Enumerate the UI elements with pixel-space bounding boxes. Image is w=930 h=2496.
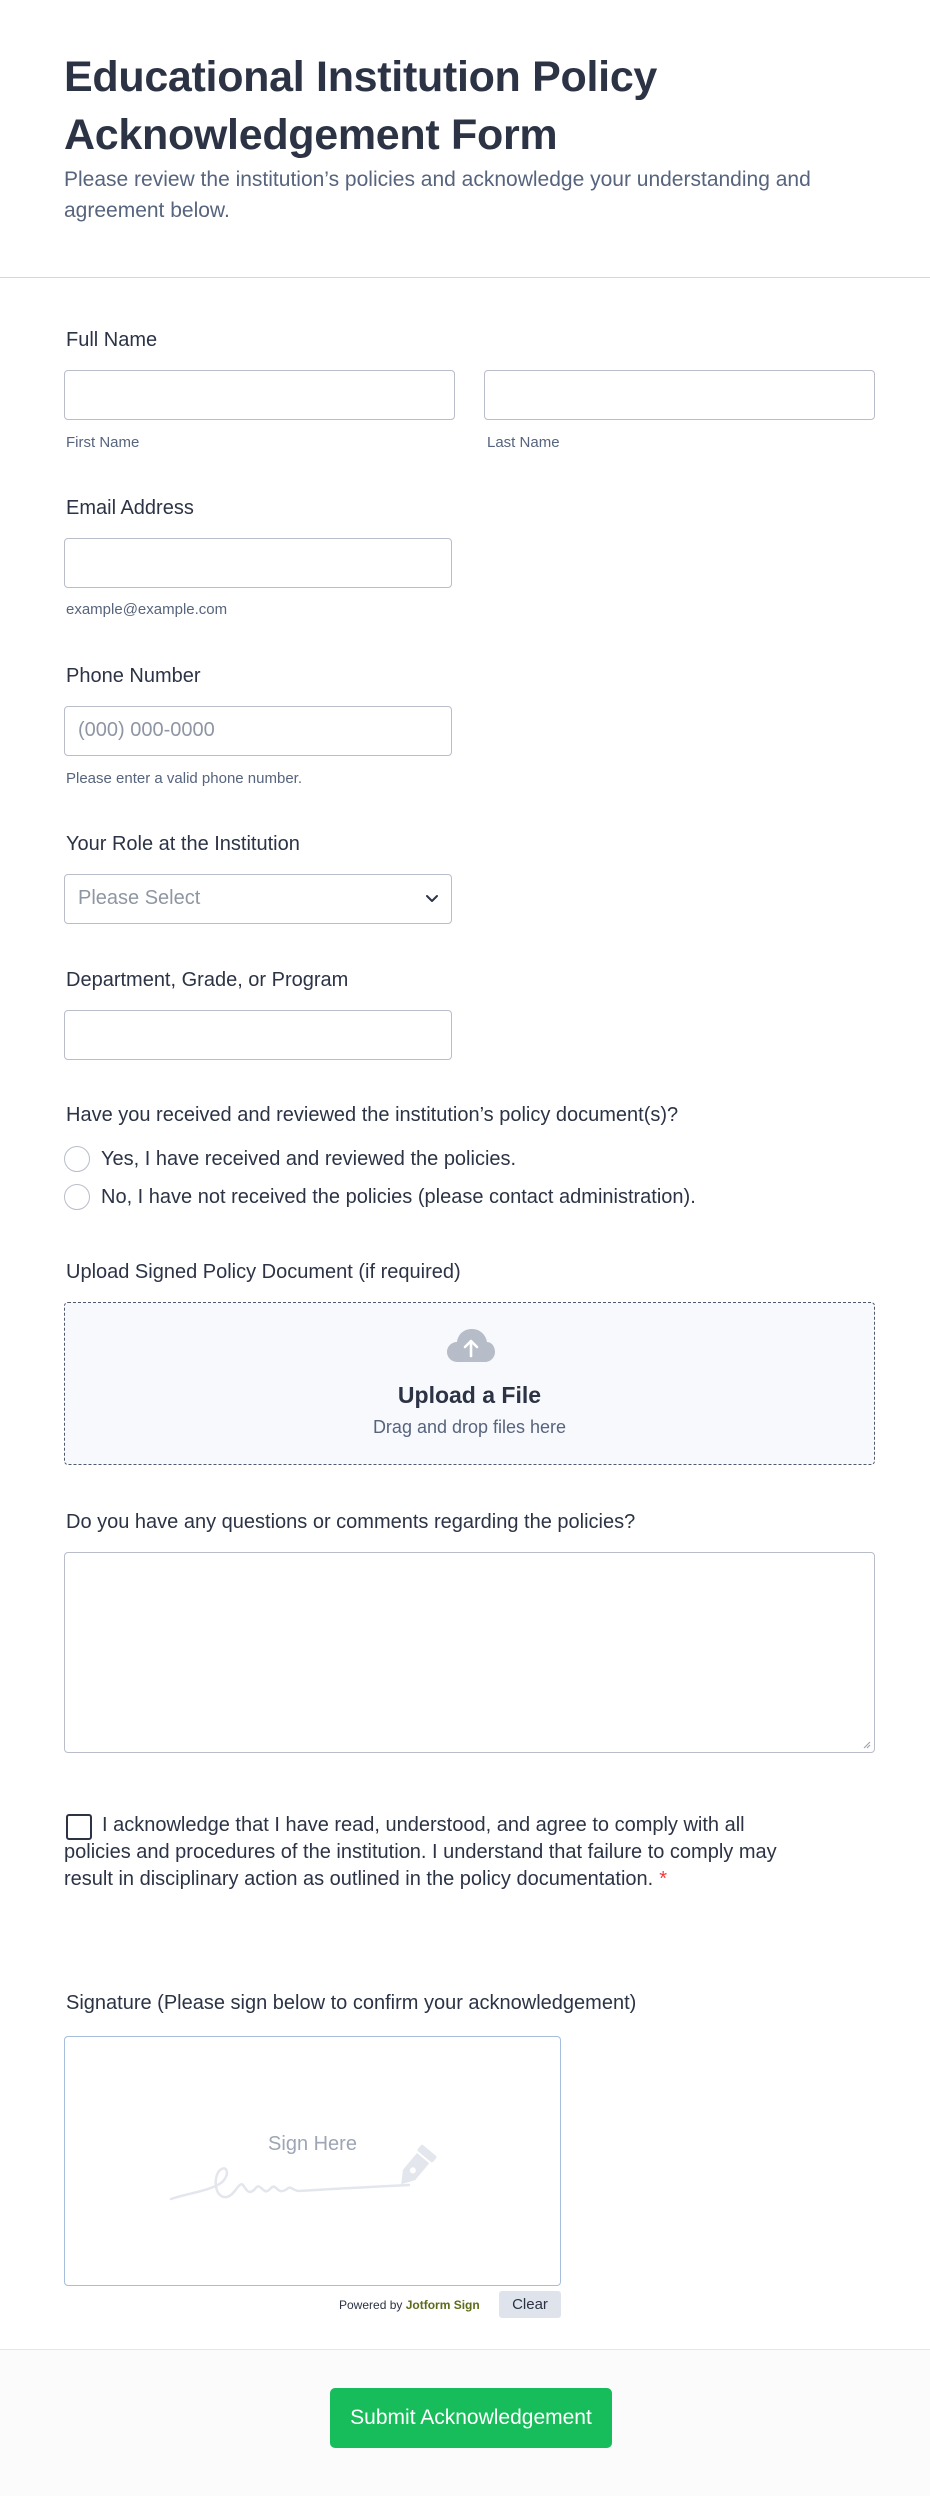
required-mark: * <box>659 1868 668 1890</box>
file-upload-dropzone[interactable] <box>64 1302 875 1465</box>
signature-pad[interactable] <box>64 2036 561 2286</box>
role-select[interactable] <box>64 874 452 924</box>
email-input[interactable] <box>64 538 452 588</box>
radio-button[interactable] <box>64 1184 90 1210</box>
signature-hint: Sign Here <box>268 2133 357 2155</box>
consent-statement: I acknowledge that I have read, understood, and agree to comply with all policies and procedures of the institution. I understand that failure to comply may result in disciplinary action as outlined in the policy documentation. <box>64 1814 777 1890</box>
department-input[interactable] <box>64 1010 452 1060</box>
department-label: Department, Grade, or Program <box>66 969 349 991</box>
upload-label: Upload Signed Policy Document (if required) <box>66 1261 461 1283</box>
last-name-input[interactable] <box>484 370 875 420</box>
full-name-label: Full Name <box>66 329 158 351</box>
form-header <box>0 0 930 278</box>
consent-text <box>64 1812 784 1893</box>
role-selected-value: Please Select <box>78 887 201 909</box>
phone-sublabel: Please enter a valid phone number. <box>66 770 302 787</box>
upload-title: Upload a File <box>397 1382 542 1408</box>
brand-name: Jotform Sign <box>405 2298 480 2312</box>
powered-by <box>339 2298 480 2312</box>
chevron-down-icon <box>425 894 439 904</box>
email-label: Email Address <box>66 497 194 519</box>
radio-option-label: No, I have not received the policies (please contact administration). <box>101 1186 696 1208</box>
phone-placeholder: (000) 000-0000 <box>78 719 215 741</box>
radio-option-label: Yes, I have received and reviewed the policies. <box>101 1148 517 1170</box>
first-name-input[interactable] <box>64 370 455 420</box>
policy-question-label: Have you received and reviewed the institution’s policy document(s)? <box>66 1104 679 1126</box>
email-sublabel: example@example.com <box>66 601 228 618</box>
page-subtitle: Please review the institution’s policies and acknowledge your understanding and agreement below. <box>64 168 811 222</box>
comments-textarea[interactable] <box>64 1552 875 1753</box>
radio-button[interactable] <box>64 1146 90 1172</box>
cloud-upload-icon <box>446 1327 496 1365</box>
resize-handle-icon[interactable] <box>861 1739 871 1749</box>
upload-subtitle: Drag and drop files here <box>372 1417 567 1437</box>
clear-signature-button[interactable]: Clear <box>499 2291 561 2318</box>
last-name-sublabel: Last Name <box>487 434 560 451</box>
first-name-sublabel: First Name <box>66 434 140 451</box>
radio-option-yes[interactable] <box>64 1146 564 1174</box>
submit-button[interactable]: Submit Acknowledgement <box>330 2388 612 2448</box>
phone-label: Phone Number <box>66 665 201 687</box>
page-title: Educational Institution Policy Acknowledgement Form <box>64 53 658 159</box>
radio-option-no[interactable] <box>64 1184 764 1212</box>
phone-input[interactable] <box>64 706 452 756</box>
powered-by-text: Powered by <box>339 2298 403 2312</box>
comments-label: Do you have any questions or comments regarding the policies? <box>66 1511 636 1533</box>
role-label: Your Role at the Institution <box>66 833 300 855</box>
form-footer <box>0 2349 930 2496</box>
signature-label: Signature (Please sign below to confirm your acknowledgement) <box>66 1992 637 2014</box>
